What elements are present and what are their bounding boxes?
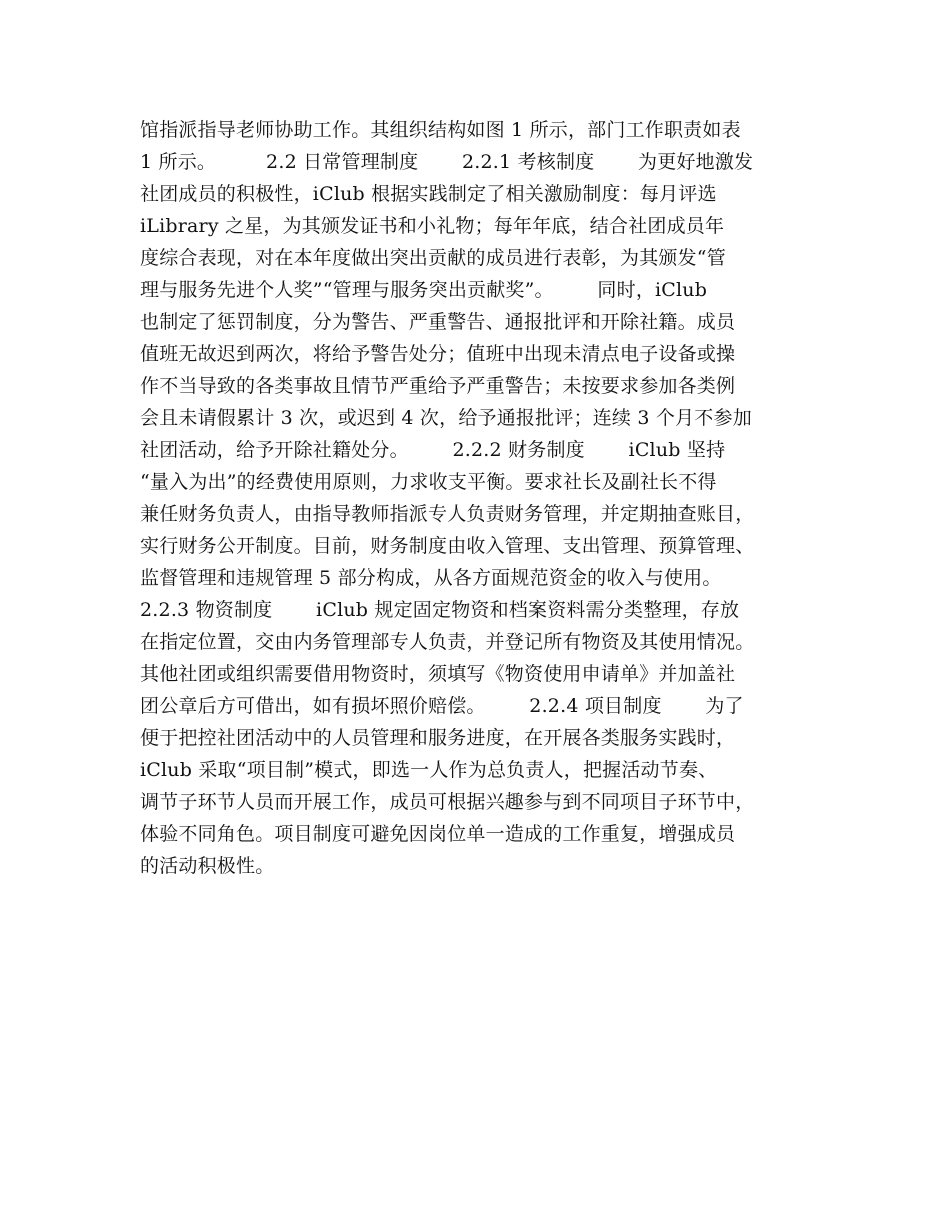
text-line-20: 便于把控社团活动中的人员管理和服务进度，在开展各类服务实践时， [140, 727, 736, 749]
text-line-22: 调节子环节人员而开展工作，成员可根据兴趣参与到不同项目子环节中， [140, 791, 755, 813]
document-body [140, 114, 830, 882]
text-line-18: 其他社团或组织需要借用物资时，须填写《物资使用申请单》并加盖社 [140, 663, 736, 685]
text-line-6: 理与服务先进个人奖”“管理与服务突出贡献奖”。 同时，iClub [140, 279, 708, 301]
text-line-3: 社团成员的积极性，iClub 根据实践制定了相关激励制度：每月评选 [140, 183, 717, 205]
text-line-21: iClub 采取“项目制”模式，即选一人作为总负责人，把握活动节奏、 [140, 759, 718, 781]
text-line-11: 社团活动，给予开除社籍处分。 2.2.2 财务制度 iClub 坚持 [140, 439, 726, 461]
text-line-19: 团公章后方可借出，如有损坏照价赔偿。 2.2.4 项目制度 为了 [140, 695, 744, 717]
text-line-8: 值班无故迟到两次，将给予警告处分；值班中出现未清点电子设备或操 [140, 343, 736, 365]
text-line-2: 1 所示。 2.2 日常管理制度 2.2.1 考核制度 为更好地激发 [140, 151, 754, 173]
text-line-13: 兼任财务负责人，由指导教师指派专人负责财务管理，并定期抽查账目， [140, 503, 755, 525]
text-line-5: 度综合表现，对在本年度做出突出贡献的成员进行表彰，为其颁发“管 [140, 247, 726, 269]
text-line-1: 馆指派指导老师协助工作。其组织结构如图 1 所示，部门工作职责如表 [140, 119, 741, 141]
text-line-10: 会且未请假累计 3 次，或迟到 4 次，给予通报批评；连续 3 个月不参加 [140, 407, 752, 429]
text-line-7: 也制定了惩罚制度，分为警告、严重警告、通报批评和开除社籍。成员 [140, 311, 736, 333]
text-line-16: 2.2.3 物资制度 iClub 规定固定物资和档案资料需分类整理，存放 [140, 599, 740, 621]
text-line-4: iLibrary 之星，为其颁发证书和小礼物；每年年底，结合社团成员年 [140, 215, 725, 237]
text-line-24: 的活动积极性。 [140, 855, 275, 877]
text-line-12: “量入为出”的经费使用原则，力求收支平衡。要求社长及副社长不得 [140, 471, 717, 493]
text-line-23: 体验不同角色。项目制度可避免因岗位单一造成的工作重复，增强成员 [140, 823, 736, 845]
text-line-14: 实行财务公开制度。目前，财务制度由收入管理、支出管理、预算管理、 [140, 535, 755, 557]
text-line-15: 监督管理和违规管理 5 部分构成，从各方面规范资金的收入与使用。 [140, 567, 722, 589]
text-line-17: 在指定位置，交由内务管理部专人负责，并登记所有物资及其使用情况。 [140, 631, 755, 653]
text-line-9: 作不当导致的各类事故且情节严重给予严重警告；未按要求参加各类例 [140, 375, 736, 397]
